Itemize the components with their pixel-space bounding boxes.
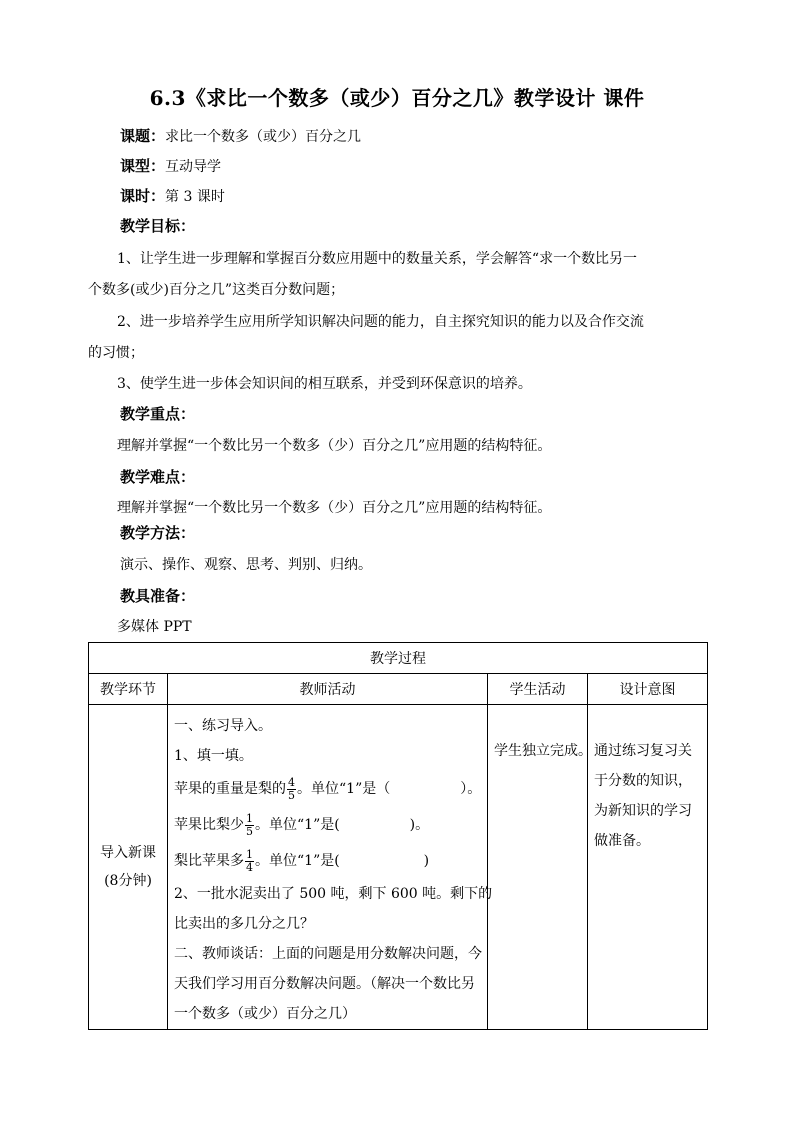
header-section: 教学环节 [89, 674, 168, 705]
section-time: (8分钟) [104, 873, 152, 889]
header-student-activity: 学生活动 [488, 674, 588, 705]
header-design-intent: 设计意图 [588, 674, 708, 705]
topic-label: 课题： [120, 127, 166, 145]
intent-line: 通过练习复习关 [594, 743, 692, 759]
teacher-line: 一个数多（或少）百分之几） [174, 1006, 356, 1022]
intent-line: 做准备。 [594, 833, 650, 849]
teacher-line: 天我们学习用百分数解决问题。（解决一个数比另 [174, 976, 475, 992]
objectives-heading: 教学目标： [120, 217, 196, 235]
difficulty-heading: 教学难点： [120, 468, 196, 486]
design-intent-cell [588, 705, 708, 1030]
teaching-process-table [88, 642, 708, 1030]
table-caption: 教学过程 [89, 643, 708, 674]
teacher-line-fraction: 梨比苹果多 $\frac{1}{4}$ 。单位“1”是( ) [174, 847, 430, 874]
objective-2-line-2: 的习惯； [88, 345, 144, 361]
teacher-line: 比卖出的多几分之几？ [174, 916, 314, 932]
teacher-line: 2、一批水泥卖出了 500 吨，剩下 600 吨。剩下的 [174, 886, 493, 902]
key-point-text: 理解并掌握“一个数比另一个数多（少）百分之几”应用题的结构特征。 [117, 438, 552, 454]
intent-line: 于分数的知识， [594, 773, 692, 789]
intent-line: 为新知识的学习 [594, 803, 692, 819]
key-point-heading: 教学重点： [120, 405, 196, 423]
table-row [89, 705, 708, 1030]
type-label: 课型： [120, 157, 166, 175]
fraction: $\frac{1}{5}$ [246, 811, 253, 838]
method-text: 演示、操作、观察、思考、判别、归纳。 [120, 557, 372, 573]
teacher-line: 1、填一填。 [174, 748, 253, 764]
student-activity-cell [488, 705, 592, 1030]
teacher-line-fraction: 苹果比梨少 $\frac{1}{5}$ 。单位“1”是( )。 [174, 811, 430, 838]
document-title: 6.3《求比一个数多（或少）百分之几》教学设计 课件 [149, 86, 645, 110]
method-heading: 教学方法： [120, 524, 196, 542]
period-value: 第 3 课时 [165, 189, 225, 205]
period-label: 课时： [120, 187, 166, 205]
objective-2-line-1: 2、进一步培养学生应用所学知识解决问题的能力，自主探究知识的能力以及合作交流 [117, 314, 644, 330]
type-line [120, 157, 221, 176]
topic-value: 求比一个数多（或少）百分之几 [165, 129, 362, 145]
table-header-row [89, 674, 708, 705]
type-value: 互动导学 [165, 159, 222, 175]
objective-1-line-1: 1、让学生进一步理解和掌握百分数应用题中的数量关系，学会解答“求一个数比另一 [117, 251, 638, 267]
period-line [120, 187, 225, 206]
topic-line [120, 127, 361, 146]
section-cell [89, 705, 168, 1030]
student-activity-text: 学生独立完成。 [494, 743, 592, 759]
teacher-line: 二、教师谈话：上面的问题是用分数解决问题，今 [174, 946, 482, 962]
table-caption-row [89, 643, 708, 674]
objective-1-line-2: 个数多(或少)百分之几”这类百分数问题； [88, 282, 345, 298]
fraction: $\frac{1}{4}$ [246, 847, 253, 874]
fraction: $\frac{4}{5}$ [288, 775, 295, 802]
header-teacher-activity: 教师活动 [168, 674, 488, 705]
difficulty-text: 理解并掌握“一个数比另一个数多（少）百分之几”应用题的结构特征。 [117, 500, 552, 516]
objective-3: 3、使学生进一步体会知识间的相互联系，并受到环保意识的培养。 [117, 376, 532, 392]
tools-heading: 教具准备： [120, 587, 196, 605]
teacher-line: 一、练习导入。 [174, 718, 272, 734]
teacher-line-fraction: 苹果的重量是梨的 $\frac{4}{5}$ 。单位“1”是（ ）。 [174, 775, 482, 802]
section-name: 导入新课 [100, 845, 156, 861]
teacher-activity-cell [168, 705, 493, 1030]
tools-text: 多媒体 PPT [117, 619, 192, 635]
